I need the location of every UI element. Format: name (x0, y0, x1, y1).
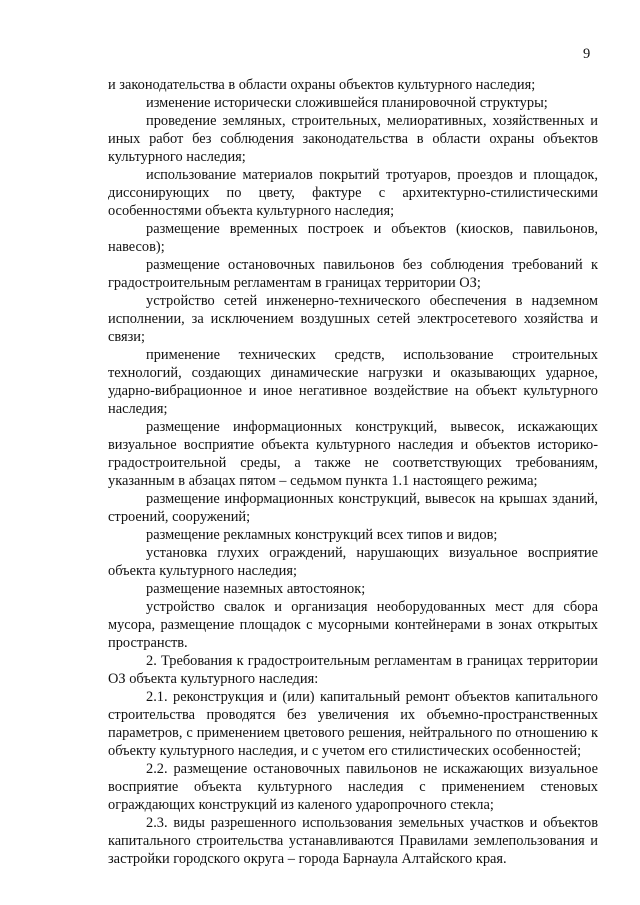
paragraph: размещение временных построек и объектов (киосков, павильонов, навесов); (108, 221, 598, 255)
paragraph: использование материалов покрытий тротуаров, проездов и площадок, диссонирующих по цвету, фактуре с архитектурно-стилистическими особенностями объекта культурного наследия; (108, 167, 598, 219)
document-body (108, 76, 598, 868)
paragraph: размещение наземных автостоянок; (146, 581, 366, 597)
paragraph: размещение информационных конструкций, вывесок, искажающих визуальное восприятие объекта культурного наследия и объектов историко-градостроительной среды, а также не соответствующих требованиям, указанным в абзацах пятом – седьмом пункта 1.1 настоящего режима; (108, 419, 598, 489)
paragraph: изменение исторически сложившейся планировочной структуры; (146, 95, 548, 111)
paragraph: 2.2. размещение остановочных павильонов не искажающих визуальное восприятие объекта культурного наследия с применением стеновых ограждающих конструкций из каленого ударопрочного стекла; (108, 761, 598, 813)
paragraph: 2.3. виды разрешенного использования земельных участков и объектов капитального строительства устанавливаются Правилами землепользования и застройки городского округа – города Барнаула Алтайского края. (108, 815, 598, 867)
paragraph: размещение информационных конструкций, вывесок на крышах зданий, строений, сооружений; (108, 491, 598, 525)
paragraph: размещение остановочных павильонов без соблюдения требований к градостроительным регламентам в границах территории ОЗ; (108, 257, 598, 291)
paragraph: устройство свалок и организация необорудованных мест для сбора мусора, размещение площадок с мусорными контейнерами в зонах открытых пространств. (108, 599, 598, 651)
paragraph: установка глухих ограждений, нарушающих визуальное восприятие объекта культурного наследия; (108, 545, 598, 579)
paragraph: устройство сетей инженерно-технического обеспечения в надземном исполнении, за исключением воздушных сетей электросетевого хозяйства и связи; (108, 293, 598, 345)
paragraph: и законодательства в области охраны объектов культурного наследия; (108, 77, 536, 93)
page-number: 9 (583, 46, 591, 62)
paragraph: проведение земляных, строительных, мелиоративных, хозяйственных и иных работ без соблюдения законодательства в области охраны объектов культурного наследия; (108, 113, 598, 165)
paragraph: размещение рекламных конструкций всех типов и видов; (146, 527, 498, 543)
paragraph: применение технических средств, использование строительных технологий, создающих динамические нагрузки и оказывающих ударное, ударно-вибрационное и иное негативное воздействие на объект культурного наследия; (108, 347, 598, 417)
paragraph: 2.1. реконструкция и (или) капитальный ремонт объектов капитального строительства проводятся без увеличения их объемно-пространственных параметров, с применением цветового решения, нейтрального по отношению к объекту культурного наследия, и с учетом его стилистических особенностей; (108, 689, 598, 759)
paragraph: 2. Требования к градостроительным регламентам в границах территории ОЗ объекта культурного наследия: (108, 653, 598, 687)
